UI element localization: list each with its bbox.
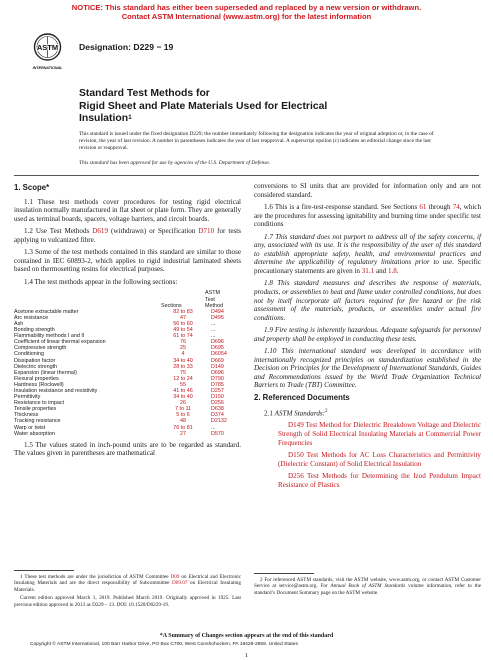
test-name: Warp or twist bbox=[14, 424, 46, 431]
link-section-1-8[interactable]: 1.8 bbox=[387, 266, 397, 275]
test-sections[interactable]: 47 bbox=[180, 314, 186, 321]
document-title bbox=[79, 88, 429, 126]
reference-title[interactable]: Test Methods for Determining the Izod Pendulum Impact Resistance of Plastics bbox=[278, 472, 481, 489]
test-method[interactable]: D494 bbox=[211, 308, 224, 315]
test-sections[interactable]: 27 bbox=[180, 430, 186, 437]
scope-1-1: 1.1 These test methods cover procedures for testing rigid electrical insulation normally manufactured in flat sheet or plate form. They are generally used as terminal boards, spacers, voltage barriers, and circuit boards. bbox=[14, 197, 242, 223]
table-row bbox=[14, 431, 241, 437]
test-name: Tracking resistance bbox=[14, 418, 61, 425]
test-name: Permittivity bbox=[14, 394, 41, 401]
test-method[interactable]: D256 bbox=[211, 400, 224, 407]
test-name: Conditioning bbox=[14, 351, 44, 358]
test-method[interactable]: D257 bbox=[211, 387, 224, 394]
title-line-1: Standard Test Methods for bbox=[79, 88, 210, 99]
title-line-3: Insulation bbox=[79, 113, 129, 124]
test-sections[interactable]: 34 to 40 bbox=[173, 394, 193, 401]
footnote-1-edition: Current edition approved March 1, 2019. Published March 2019. Originally approved in 1925. Last previous edition approved in 2013 as D229 – 13. DOI: 10.1520/D0229-19. bbox=[14, 595, 241, 608]
reference-item bbox=[254, 451, 481, 468]
dod-approval-note: This standard has been approved for use by agencies of the U.S. Department of Defense. bbox=[79, 160, 271, 166]
test-sections[interactable]: 55 bbox=[180, 381, 186, 388]
test-name: Acetone extractable matter bbox=[14, 308, 79, 315]
link-d09[interactable]: D09 bbox=[170, 574, 180, 580]
left-column bbox=[14, 182, 241, 462]
reference-code[interactable]: D150 bbox=[288, 451, 304, 460]
scope-1-5: 1.5 The values stated in inch-pound units are to be regarded as standard. The values given in parentheses are mathematical bbox=[14, 440, 241, 458]
test-method[interactable]: D695 bbox=[211, 345, 224, 352]
test-method[interactable]: D2132 bbox=[211, 418, 227, 425]
test-name: Bonding strength bbox=[14, 327, 55, 334]
footnote-1: 1 These test methods are under the jurisdiction of ASTM Committee D09 on Electrical and Electronic Insulating Materials and are the direct responsibility of Subcommittee D09.07 on Electrical Insulating Materials. bbox=[14, 574, 241, 593]
footnote-divider bbox=[254, 573, 314, 574]
scope-heading: 1. Scope* bbox=[14, 183, 50, 192]
notice-line-1: NOTICE: This standard has either been superseded and replaced by a new version or withdrawn. bbox=[71, 3, 422, 12]
test-sections[interactable]: 49 to 54 bbox=[173, 327, 193, 334]
test-name: Dissipation factor bbox=[14, 357, 56, 364]
test-sections[interactable]: 26 bbox=[180, 400, 186, 407]
designation: Designation: D229 − 19 bbox=[79, 42, 174, 52]
header-astm: ASTM bbox=[205, 290, 220, 297]
reference-code[interactable]: D149 bbox=[288, 421, 304, 430]
test-sections[interactable]: 4 bbox=[181, 351, 185, 358]
notice-line-2: Contact ASTM International (www.astm.org) for the latest information bbox=[121, 12, 372, 21]
test-sections[interactable]: 34 to 40 bbox=[173, 357, 193, 364]
test-method: ... bbox=[211, 320, 216, 327]
scope-1-4: 1.4 The test methods appear in the following sections: bbox=[24, 277, 178, 286]
page-number: 1 bbox=[244, 652, 249, 659]
scope-1-9: 1.9 Fire testing is inherently hazardous. Adequate safeguards for personnel and property shall be employed in conducting these tests. bbox=[254, 326, 481, 343]
reference-item bbox=[254, 421, 481, 447]
test-name: Resistance to impact bbox=[14, 400, 65, 407]
test-methods-table bbox=[14, 290, 241, 436]
test-sections[interactable]: 7 to 11 bbox=[174, 406, 192, 413]
test-name: Expansion (linear thermal) bbox=[14, 369, 77, 376]
test-sections[interactable]: 56 to 60 bbox=[173, 320, 193, 327]
referenced-documents-heading: 2. Referenced Documents bbox=[254, 393, 350, 403]
test-name: Ash bbox=[14, 320, 24, 327]
test-name: Coefficient of linear thermal expansion bbox=[14, 339, 106, 346]
footnotes-left bbox=[14, 570, 241, 610]
test-name: Flammability methods I and II bbox=[14, 333, 85, 340]
test-sections[interactable]: 82 to 83 bbox=[173, 308, 193, 315]
test-name: Insulation resistance and resistivity bbox=[14, 387, 98, 394]
link-section-74[interactable]: 74 bbox=[452, 203, 460, 212]
test-method[interactable]: D638 bbox=[211, 406, 224, 413]
test-sections[interactable]: 28 to 33 bbox=[173, 363, 193, 370]
scope-1-7: 1.7 This standard does not purport to address all of the safety concerns, if any, associated with its use. It is the responsibility of the user of this standard to establish appropriate safety, health, and environmental practices and determine the applicability of regulatory limitations prior to use. Specific precautionary statements are given in 31.1 and 1.8. bbox=[254, 232, 482, 275]
test-method[interactable]: D790 bbox=[211, 375, 224, 382]
header-test: Test bbox=[205, 296, 215, 303]
supersession-notice bbox=[0, 3, 493, 21]
header-method: Method bbox=[205, 302, 223, 309]
copyright-line: Copyright © ASTM International, 100 Barr Harbor Drive, PO Box C700, West Conshohocken, PA 19428-2959. United States bbox=[30, 642, 298, 647]
test-name: Hardness (Rockwell) bbox=[14, 381, 64, 388]
test-method[interactable]: D150 bbox=[211, 394, 224, 401]
standard-note: This standard is issued under the fixed designation D229; the number immediately following the designation indicates the year of original adoption or, in the case of revision, the year of last revision. A number in parentheses indicates the year of last reapproval. A superscript epsilon (ε) indicates an editorial change since the last revision or reapproval. bbox=[79, 131, 434, 151]
test-method: ... bbox=[211, 333, 216, 340]
test-sections[interactable]: 25 bbox=[180, 345, 186, 352]
test-name: Dielectric strength bbox=[14, 363, 58, 370]
link-d619[interactable]: D619 bbox=[92, 227, 109, 236]
title-footnote-mark: 1 bbox=[128, 114, 132, 121]
test-method: ... bbox=[211, 327, 216, 334]
footnotes-right bbox=[254, 573, 481, 598]
test-sections[interactable]: 5 to 6 bbox=[176, 412, 190, 419]
reference-list bbox=[254, 421, 481, 489]
test-method[interactable]: D374 bbox=[211, 412, 224, 419]
test-method[interactable]: D6054 bbox=[211, 351, 227, 358]
link-section-61[interactable]: 61 bbox=[419, 203, 427, 212]
test-name: Tensile properties bbox=[14, 406, 57, 413]
link-d710[interactable]: D710 bbox=[198, 227, 215, 236]
header-divider bbox=[14, 175, 479, 176]
reference-title[interactable]: Test Methods for AC Loss Characteristics and Permittivity (Dielectric Constant) of Solid Electrical Insulation bbox=[278, 451, 481, 468]
reference-code[interactable]: D256 bbox=[288, 472, 304, 481]
test-method[interactable]: D696 bbox=[211, 369, 224, 376]
section-2-1: 2.1 ASTM Standards:$^2$ bbox=[264, 408, 328, 417]
test-sections[interactable]: 76 bbox=[180, 339, 186, 346]
test-sections[interactable]: 76 to 81 bbox=[173, 424, 193, 431]
header-sections: Sections bbox=[161, 302, 182, 309]
test-name: Water absorption bbox=[14, 430, 55, 437]
reference-item bbox=[254, 472, 481, 489]
scope-1-3: 1.3 Some of the test methods contained in this standard are similar to those contained in IEC 60893-2, which applies to rigid industrial laminated sheets based on thermosetting resins for electrical purposes. bbox=[14, 248, 241, 274]
test-sections[interactable]: 48 bbox=[180, 418, 186, 425]
test-sections[interactable]: 41 to 46 bbox=[173, 387, 193, 394]
test-sections[interactable]: 61 to 74 bbox=[173, 333, 193, 340]
test-method: ... bbox=[211, 424, 216, 431]
test-name: Thickness bbox=[14, 412, 39, 419]
test-name: Flexural properties bbox=[14, 375, 59, 382]
link-d09-07[interactable]: D09.07 bbox=[172, 580, 188, 587]
test-sections[interactable]: 75 bbox=[180, 369, 186, 376]
scope-1-5-continued: conversions to SI units that are provided for information only and are not considered standard. bbox=[254, 182, 481, 199]
test-name: Compressive strength bbox=[14, 345, 67, 352]
summary-of-changes-note: *A Summary of Changes section appears at the end of this standard bbox=[159, 633, 334, 639]
astm-international-logo bbox=[31, 32, 64, 74]
reference-title[interactable]: Test Method for Dielectric Breakdown Voltage and Dielectric Strength of Solid Electrical Insulating Materials at Commercial Power Frequencies bbox=[278, 421, 481, 447]
test-method[interactable]: D149 bbox=[211, 363, 224, 370]
test-method[interactable]: D495 bbox=[211, 314, 224, 321]
right-column bbox=[254, 182, 481, 493]
test-method[interactable]: D570 bbox=[211, 430, 224, 437]
test-name: Arc resistance bbox=[14, 314, 49, 321]
footnote-divider bbox=[14, 570, 74, 571]
test-method[interactable]: D669 bbox=[211, 357, 224, 364]
test-method[interactable]: D785 bbox=[211, 381, 224, 388]
logo-text: ASTM bbox=[36, 43, 59, 52]
logo-subtext: INTERNATIONAL bbox=[32, 66, 63, 70]
test-method[interactable]: D696 bbox=[211, 339, 224, 346]
footnote-2: 2 For referenced ASTM standards, visit the ASTM website, www.astm.org, or contact ASTM Customer Service at service@astm.org. For Annual Book of ASTM Standards volume information, refer to the standard’s Document Summary page on the ASTM website. bbox=[254, 577, 482, 596]
scope-1-8: 1.8 This standard measures and describes the response of materials, products, or assemblies to heat and flame under controlled conditions, but does not by itself incorporate all factors required for fire hazard or fire risk assessment of the materials, products, or assemblies under actual fire conditions. bbox=[254, 279, 481, 322]
scope-1-10: 1.10 This international standard was developed in accordance with internationally recognized principles on standardization established in the Decision on Principles for the Development of International Standards, Guides and Recommendations issued by the World Trade Organization Technical Barriers to Trade (TBT) Committee. bbox=[254, 347, 481, 390]
link-section-31-1[interactable]: 31.1 bbox=[361, 266, 375, 275]
test-sections[interactable]: 12 to 24 bbox=[173, 375, 193, 382]
title-line-2: Rigid Sheet and Plate Materials Used for Electrical bbox=[79, 100, 328, 112]
scope-1-6: 1.6 This is a fire-test-response standard. See Sections 61 through 74, which are the procedures for assessing ignitability and burning time under specific test conditions bbox=[254, 203, 481, 229]
scope-1-2: 1.2 Use Test Methods D619 (withdrawn) or Specification D710 for tests applying to vulcanized fibre. bbox=[14, 227, 241, 244]
